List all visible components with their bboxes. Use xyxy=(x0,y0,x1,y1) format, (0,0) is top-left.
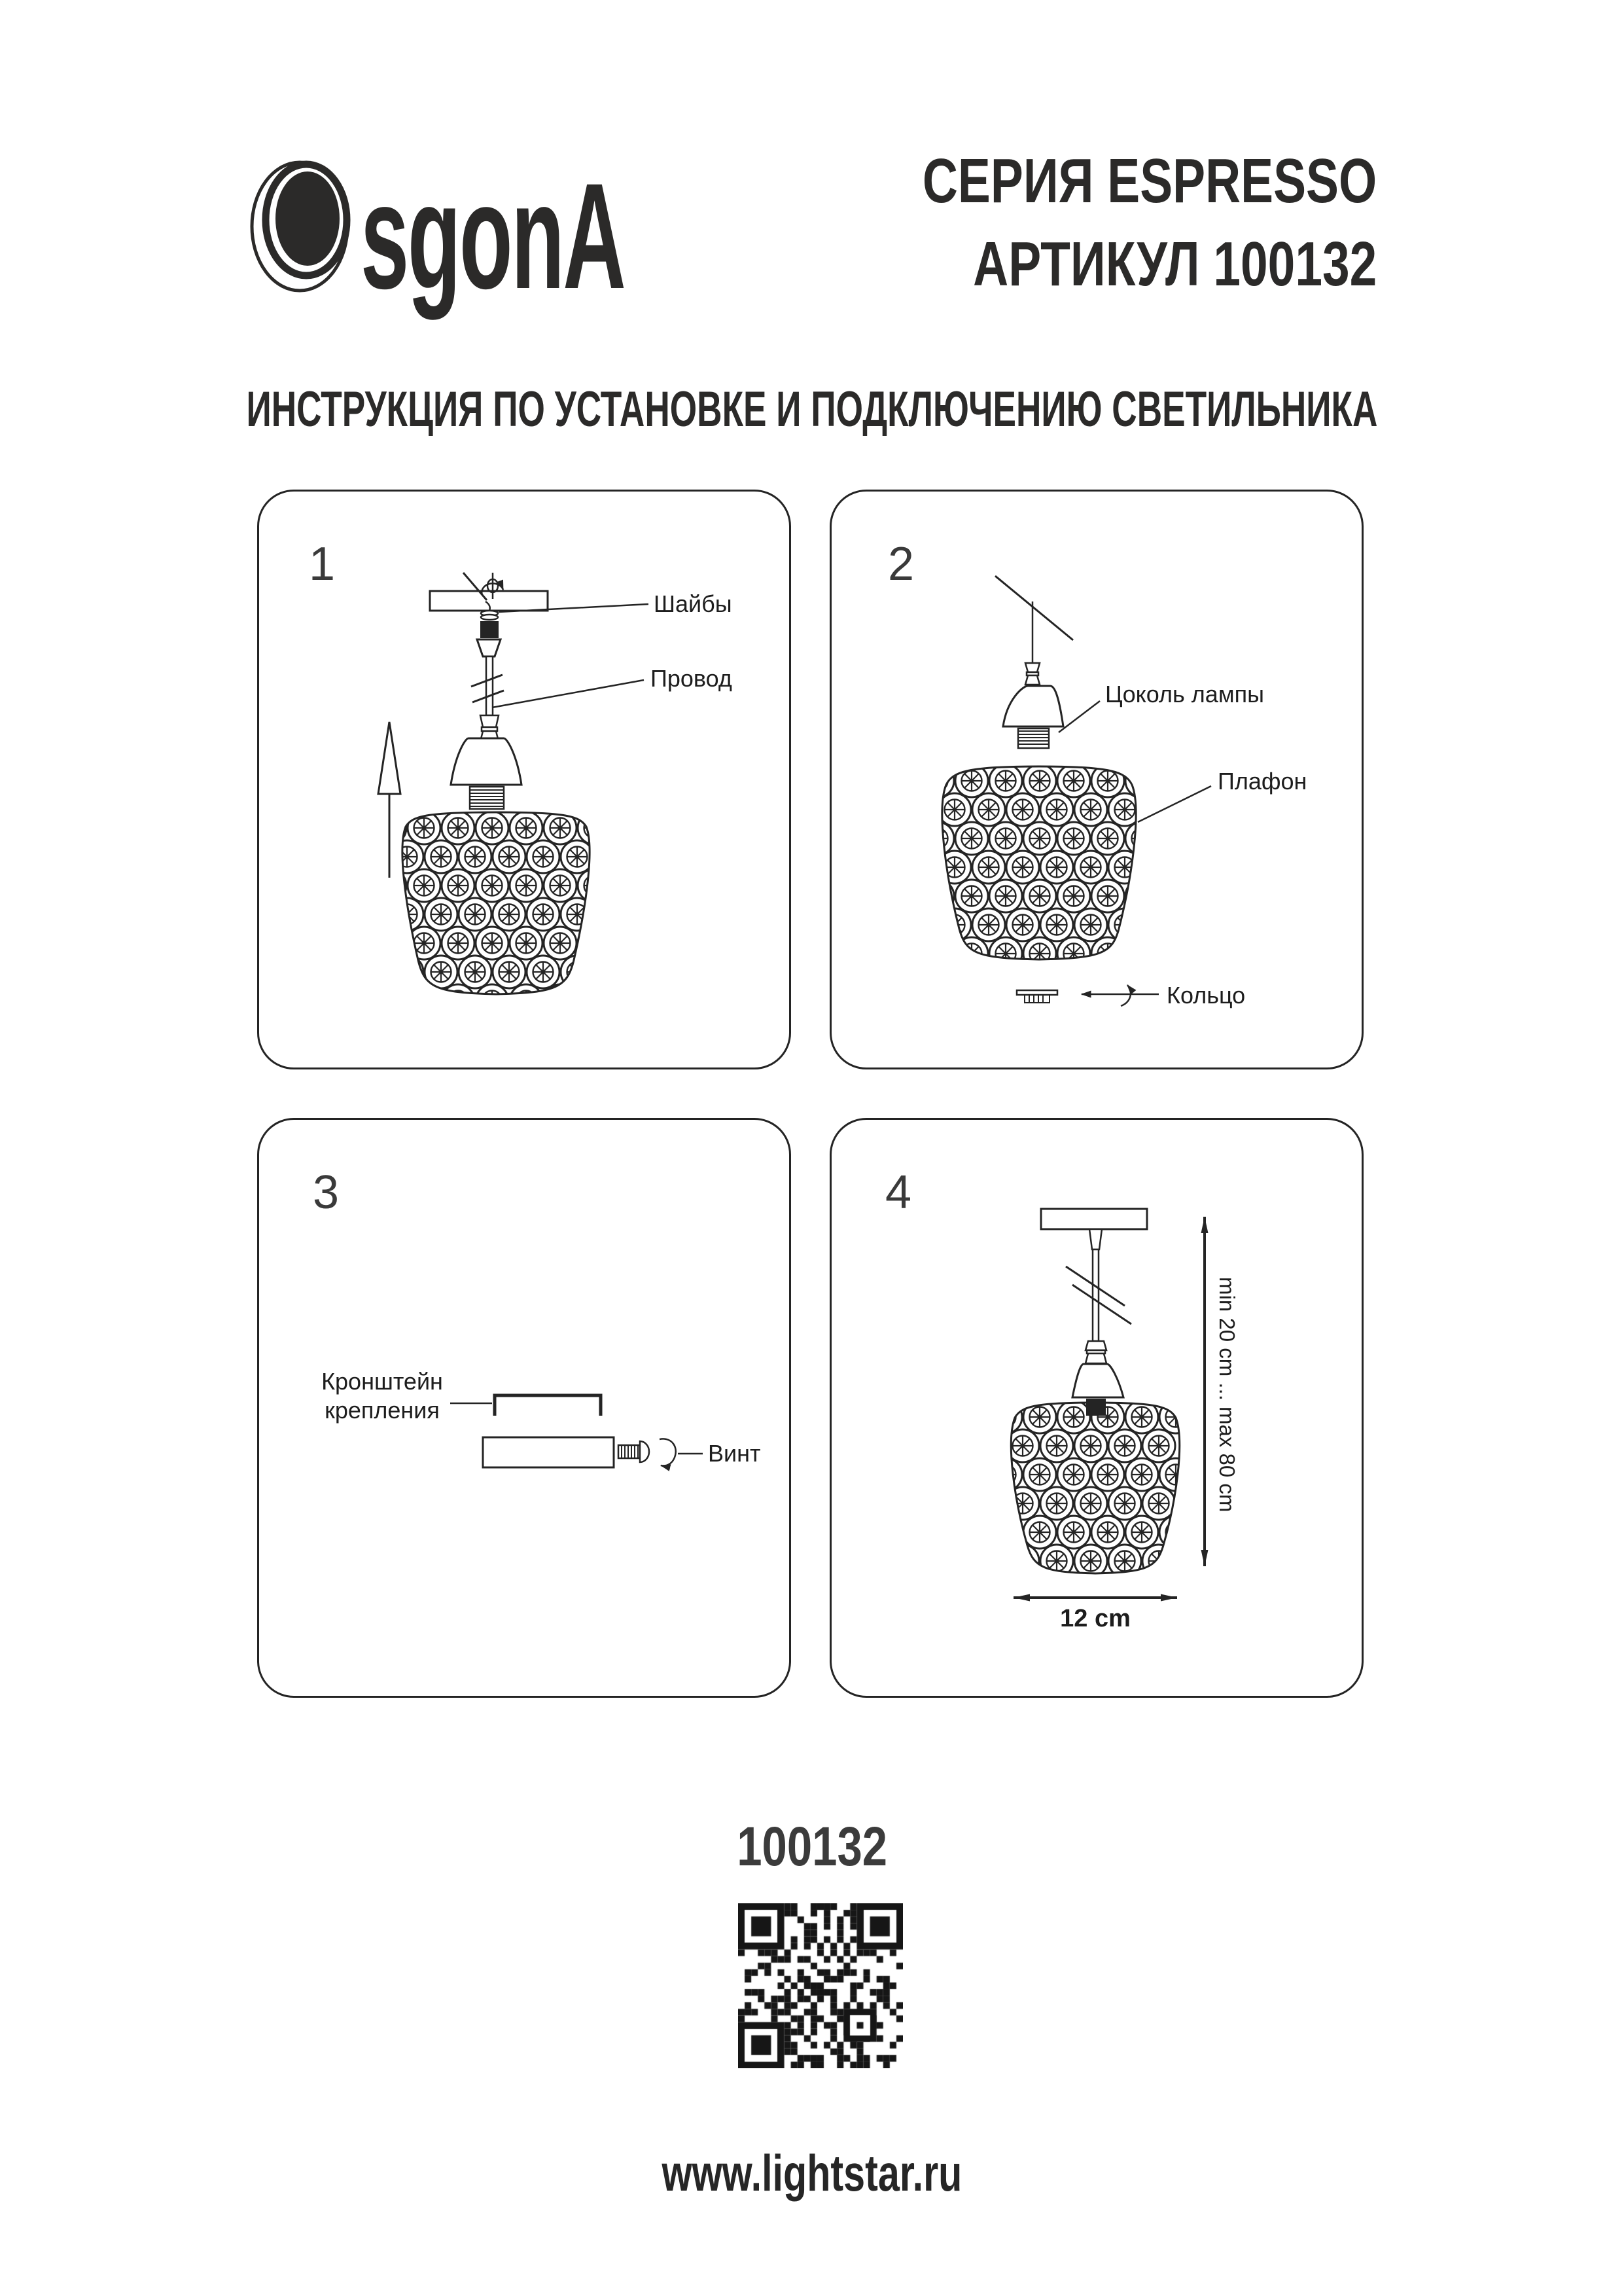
step-1-illustration xyxy=(259,492,789,1067)
rotate-arrow-icon xyxy=(1121,985,1131,1006)
screw-label: Винт xyxy=(708,1440,761,1467)
step-4-illustration xyxy=(832,1120,1362,1696)
lift-arrow-icon xyxy=(378,722,400,878)
leader-line xyxy=(1059,701,1100,732)
step-number: 1 xyxy=(309,538,336,590)
socket-cover-drawing xyxy=(451,738,521,809)
step-panel-2 xyxy=(830,490,1364,1069)
article-number xyxy=(0,1818,1624,1891)
page-title xyxy=(0,382,1624,448)
article-line: АРТИКУЛ 100132 xyxy=(972,229,1377,299)
width-label: 12 cm xyxy=(1060,1605,1131,1632)
assembled-lamp-drawing xyxy=(1041,1209,1147,1397)
leader-line xyxy=(492,680,644,708)
step-panel-1 xyxy=(257,490,791,1069)
bracket-label-line1: Кронштейн xyxy=(321,1368,443,1395)
screw-drawing xyxy=(618,1441,649,1462)
wire-label: Провод xyxy=(650,665,732,692)
series-line: СЕРИЯ ESPRESSO xyxy=(922,146,1377,216)
ring-part-drawing xyxy=(1017,990,1057,1003)
osgona-logo xyxy=(247,157,679,327)
shade-drawing xyxy=(989,1399,1192,1577)
step-number: 2 xyxy=(888,538,915,590)
suspension-wire-drawing xyxy=(471,656,504,742)
mounting-bracket-drawing xyxy=(495,1395,601,1416)
footer xyxy=(0,2144,1624,2214)
website-url: www.lightstar.ru xyxy=(662,2144,962,2202)
shade-drawing xyxy=(921,764,1158,970)
shade-drawing xyxy=(374,812,610,1017)
crystal-pattern xyxy=(921,764,1158,970)
header-block xyxy=(794,139,1377,306)
height-range-label: min 20 cm ... max 80 cm xyxy=(1215,1277,1239,1513)
socket-assembly-drawing xyxy=(995,576,1073,748)
article-number-text: 100132 xyxy=(737,1816,887,1877)
washer-icon xyxy=(481,615,498,620)
ring-label: Кольцо xyxy=(1167,982,1246,1009)
step-panel-4 xyxy=(830,1118,1364,1698)
step-number: 3 xyxy=(313,1166,340,1219)
osgona-logo-o-icon xyxy=(252,162,347,291)
ceiling-bracket-drawing xyxy=(430,573,548,656)
rotate-arrow-icon xyxy=(660,1439,676,1465)
shade-label: Плафон xyxy=(1218,768,1307,795)
leader-line xyxy=(1138,786,1211,822)
socket-label: Цоколь лампы xyxy=(1105,681,1264,708)
step-number: 4 xyxy=(885,1166,912,1219)
washers-label: Шайбы xyxy=(654,590,732,617)
step-panel-3 xyxy=(257,1118,791,1698)
height-dimension xyxy=(1205,1217,1239,1566)
osgona-logo-text: sgonA xyxy=(361,157,625,320)
bracket-label-line2: крепления xyxy=(325,1397,440,1424)
socket-opening xyxy=(1086,1399,1106,1416)
step-3-illustration xyxy=(259,1120,789,1696)
step-2-illustration xyxy=(832,492,1362,1067)
qr-code xyxy=(738,1903,903,2068)
page-title-text: ИНСТРУКЦИЯ ПО УСТАНОВКЕ И ПОДКЛЮЧЕНИЮ СВЕТИЛЬНИКА xyxy=(246,382,1378,437)
width-dimension xyxy=(1014,1598,1177,1632)
bracket-body-drawing xyxy=(483,1437,614,1467)
